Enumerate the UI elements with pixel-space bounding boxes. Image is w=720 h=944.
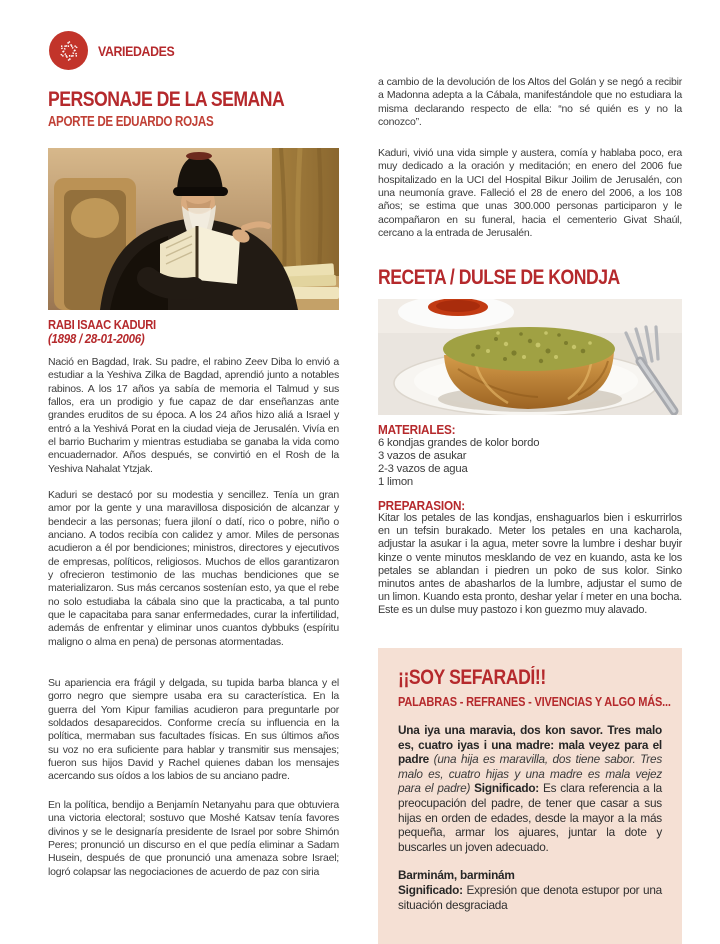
preparation-text: Kitar los petales de las kondjas, enshaguarlos bien i eskurrirlos en un tefsin burakado. Meter los petales en una kacharola, adjustar la asukar i la agua, meter sovre la lumbre i deshar buyir kinze o vente minutos mesklando de vez en kuando, asta ke los petales se ablandan i piedren un poko de sus kolor. Sinko minutos antes de abasharlos de la lumbre, adjustar el sumo de un limon. Kuando esta pronto, deshar yelar í meter en una bocha. Este es un dulse muy pastozo i kon guezmo muy alavado. <box>378 512 682 617</box>
significado-text: Es clara referencia a la preocupación del padre, de tener que casar a sus hijas en orden de edades, desde la mayor a la más pequeña, armar los ajuares, juntar la dote y buscarles un joven adecuado. <box>398 781 663 854</box>
materials-list <box>378 437 682 489</box>
significado-label: Significado: <box>398 882 467 897</box>
proverb-phrase: Barminám, barminám <box>398 868 515 883</box>
right-column <box>378 0 682 931</box>
material-item: 6 kondjas grandes de kolor bordo <box>378 437 540 449</box>
article-paragraph: Nació en Bagdad, Irak. Su padre, el rabino Zeev Diba lo envió a estudiar a la Yeshiva Zilka de Bagdad, aprendió junto a notables rabinos. A los 17 años ya sabía de memoria el Talmud y sus fallos, era un prodigio y fue capaz de dar enseñanzas ante grandes eruditos de su época. A los 24 años hizo aliá a Israel y entró a la Yeshivá Porat en la ciudad vieja de Jerusalén. Vivía en el barrio Bucharim y mientras estudiaba se ganaba la vida como encuadernador. Años después, se convirtió en el Rosh de la Yeshiva Nahalat Ytzjak. <box>48 356 339 475</box>
proverb-translation: (una hija es maravilla, dos tiene sabor. Tres malo es, cuatro hijas y una madre es mala vejez para el padre) <box>398 752 662 796</box>
proverb-entry <box>398 868 662 912</box>
material-item: 2-3 vazos de agua <box>378 463 468 476</box>
recipe-title: RECETA / DULSE DE KONDJA <box>378 266 620 289</box>
article-paragraph: a cambio de la devolución de los Altos del Golán y se negó a recibir a Madonna adepta a la Cábala, manifestándole que no estudiara la misma declarando respecto de ella: “no sé quién es y no la conozco”. <box>378 76 682 129</box>
section-label: VARIEDADES <box>98 42 175 59</box>
material-item: 1 limon <box>378 476 414 489</box>
sefaradi-box <box>378 648 682 944</box>
dessert-photo <box>378 299 682 415</box>
rabbi-portrait-image <box>48 148 339 310</box>
preparation-heading: PREPARASION: <box>378 499 465 513</box>
portrait-caption-name: RABI ISAAC KADURI <box>48 318 156 332</box>
significado-label: Significado: <box>474 781 543 796</box>
significado-text: Expresión que denota estupor por una situación desgraciada <box>398 882 663 912</box>
article-paragraph: En la política, bendijo a Benjamín Netanyahu para que obtuviera una victoria electoral; sostuvo que Moshé Katsav tenía favores divinos y se le designaría presidente de Israel por sobre Shimón Peres; pronunció un discurso en el que pedía eliminar a Sadam Husein, después de que pronunció una amenaza sobre Israel; logró colapsar las negociaciones de acuerdo de paz con siria <box>48 799 339 878</box>
materials-heading: MATERIALES: <box>378 423 456 437</box>
proverb-entry <box>398 723 662 854</box>
sefaradi-box-subtitle: PALABRAS - REFRANES - VIVENCIAS Y ALGO MÁS... <box>398 695 671 709</box>
material-item: 3 vazos de asukar <box>378 450 467 463</box>
left-column <box>48 0 339 931</box>
proverb-phrase: Una iya una maravia, dos kon savor. Tres malo es, cuatro iyas i una madre: mala veyez para el padre <box>398 723 662 767</box>
article-paragraph: Su apariencia era frágil y delgada, su tupida barba blanca y el gorro negro que siempre usaba era su característica. En la guerra del Yom Kipur familias acudieron para preguntarle por soldados desaparecidos. Conforme crecía su influencia en la política, mermaban sus facultades físicas. En sus últimos años su voz no era suficiente para hablar y transmitir sus mensajes; fueron sus hijos David y Rachel quienes daban los mensajes acercando sus oídos a los labios de su anciano padre. <box>48 677 339 783</box>
article-paragraph: Kaduri se destacó por su modestia y sencillez. Tenía un gran amor por la gente y una maravillosa disposición de alcanzar y bendecir a las personas; fuera jiloní o datí, rico o pobre, niño o anciano. A todos recibía con calidez y amor. Miles de personas acudieron a él por bendiciones; ministros, directores y ejecutivos de empresas, políticos, religiosos. Muchos de ellos garantizaron y ofrecieron testimonio de las muchas bendiciones que se materializaron. Sus más cercanos sostenían esto, ya que el rebe no solo estudiaba la cábala sino que la practicaba, a tal punto que le capacitaba para sanar enfermedades, curar la infertilidad, además de enfrentar y eliminar unos cuantos dybbuks (espíritu maligno o alma en pena) de personas atormentadas. <box>48 489 339 648</box>
article-title: PERSONAJE DE LA SEMANA <box>48 88 285 111</box>
article-subtitle: APORTE DE EDUARDO ROJAS <box>48 114 214 130</box>
portrait-caption-dates: (1898 / 28-01-2006) <box>48 332 145 346</box>
sefaradi-box-title: ¡¡SOY SEFARADÍ!! <box>398 666 546 689</box>
article-paragraph: Kaduri, vivió una vida simple y austera, comía y hablaba poco, era muy dedicado a la oración y meditación; en enero del 2006 fue hospitalizado en la UCI del Hospital Bikur Joilim de Jerusalén, con una neumonía grave. Falleció el 28 de enero del 2006, a los 108 años; se estima que unas 300.000 personas participaron y le acompañaron en su funeral, hacia el cementerio Givat Shaúl, cercano a la entrada de Jerusalén. <box>378 147 682 240</box>
